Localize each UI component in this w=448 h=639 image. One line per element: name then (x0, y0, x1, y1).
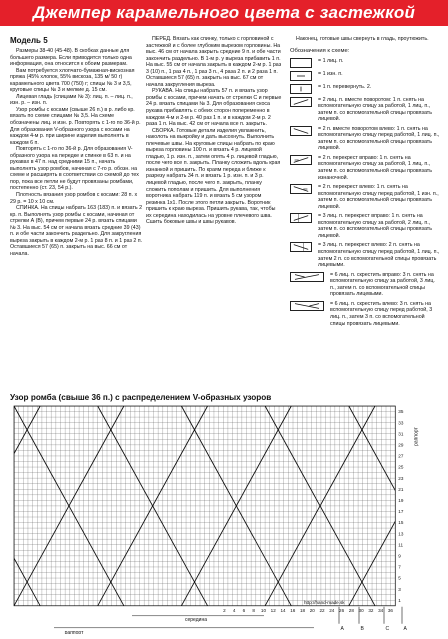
row-number: 5 (398, 575, 401, 581)
paragraph: ПЕРЕД. Вязать как спинку, только с горловиной с застежкой и с более глубоким вырезом горловины. На выс. 46 см от начала закрыть средние 9 п. и обе части закончить раздельно. В 1-м р. у выреза прибавить 1 п. На выс. 55 см от начала закрыть в каждом 2-м р. 1 раз 3 (10) п., 1 раз 4 п., 1 раз 3 п., 4 раза 2 п. и 2 раза 1 п. Оставшиеся 57 (65) п. закрыть на выс. 67 см от начала закругления выреза. (146, 36, 282, 88)
chart-title: Узор ромба (свыше 36 п.) с распределением V-образных узоров (10, 393, 272, 402)
paragraph: Вам потребуется хлопчато-бумажная-вискозная пряжа (45% хлопок, 55% вискоза, 135 м/ 50 г) карамельного цвета 700 (750) г; спицы № 3 и 3,5, круговые спицы № 3 и мелкие д. 15 см. (10, 67, 135, 94)
legend-text: = 3 лиц. п. перекрест влево: 2 п. снять на вспомогательную спицу перед работой, 1 лиц. п., затем 2 п. со вспомогательной спицы провязать лицевыми. (318, 242, 440, 269)
legend-title: Обозначения к схеме: (290, 47, 350, 54)
paragraph: Повторять с 1-го по 36-й р. Для образования V-образного узора на передке и спинке в 63 п. и на рукавах в 47 п. над средними 15 п., начать выполнять узор ромбов, начиная с 7-го р. обозн. на схеме и расширять в соответствии со схемой до тех пор, пока все петли не будут провязаны ромбами, постепенно (ст. 23, 54 р.). (10, 146, 139, 192)
purl-stitch-icon (290, 71, 312, 81)
rapport-bottom-label: раппорт (64, 629, 84, 634)
legend-text: = 2 п. перекрест вправо: 1 п. снять на вспомогательную спицу за работой, 1 лиц. п., затем п. со вспомогательной спицы провязать изнаночной. (318, 154, 432, 181)
column-number: 26 (339, 607, 345, 613)
row-number: 33 (398, 420, 404, 426)
legend-item (290, 84, 440, 94)
row-number: 21 (398, 486, 404, 492)
cross-left-purl-icon (290, 184, 312, 194)
arrow-label: C (385, 625, 390, 632)
column-number: 30 (358, 607, 364, 613)
column-number: 36 (387, 607, 393, 613)
column-number: 14 (280, 607, 286, 613)
arrow-label: A (340, 625, 344, 632)
row-number: 31 (398, 431, 404, 437)
row-number: 19 (398, 497, 404, 503)
page-title: Джемпер карамельного цвета с застежкой (0, 0, 448, 26)
legend-item (290, 71, 440, 81)
legend-text: = 1 п. перевернуть. 2. (318, 83, 372, 90)
slip-stitch-icon (290, 84, 312, 94)
column-number: 6 (242, 607, 246, 613)
row-number: 7 (398, 564, 401, 570)
column-number: 10 (260, 607, 267, 613)
column-number: 22 (319, 607, 325, 613)
legend-text: = 2 п. перекрест влево: 1 п. снять на вспомогательную спицу перед работой, 1 изн. п., затем п. со вспомогательной спицы провязать лицевой. (318, 184, 439, 210)
legend-item (290, 213, 440, 239)
column-number: 34 (378, 607, 384, 613)
cable-6-right-icon (290, 272, 324, 282)
arrow-label: A (403, 625, 407, 632)
instructions-column-1 (10, 36, 143, 388)
column-number: 32 (368, 607, 374, 613)
cable-6-left-icon (290, 301, 324, 311)
rapport-label: раппорт (413, 427, 420, 446)
column-number: 12 (270, 607, 276, 613)
column-number: 4 (232, 607, 236, 613)
row-number: 1 (398, 597, 401, 603)
paragraph: СБОРКА. Готовые детали изделия увлажнить, наколоть на выкройку и дать высохнуть. Выполнить плечевые швы. На круговые спицы набрать по краю выреза горловины 100 п. и вязать 4 р. лицевой гладью, 1 р. изн. п., затем опять 4 р. лицевой гладью, после чего все п. закрыть. Планку сложить вдоль края изнанкой и пришить. По краям переда и ближе к разрезу набрать 34 п. и вязать 1 р. изн. п. и 3 р. лицевой гладью, после чего п. закрыть, планку сложить пополам и пришить. Для выполнения воротника набрать 119 п. и вязать 5 см узором резинка 1х1. После этого петли закрыть. Воротник пришить к краю выреза. Пришить рукава, так, чтобы их середина находилась на уровне плечевого шва. Сшить боковые швы и швы рукавов. (146, 127, 281, 226)
row-number: 13 (398, 531, 404, 537)
column-number: 8 (252, 607, 255, 613)
row-number: 27 (398, 453, 404, 459)
legend-item (290, 155, 440, 181)
legend-item (290, 97, 440, 123)
legend-column (290, 36, 440, 388)
credit-text: http://hand-made.sk (304, 599, 345, 605)
row-number: 25 (398, 464, 404, 470)
row-number: 9 (398, 553, 401, 559)
cross-left-icon (290, 126, 312, 136)
column-number: 2 (223, 607, 226, 613)
row-number: 17 (398, 509, 404, 515)
legend-text: = 6 лиц. п. скрестить влево: 3 п. снять на вспомогательную спицу перед работой, 3 лиц. п., затем 3 п. со вспомогательной спицы провязать лицевыми. (330, 300, 433, 327)
legend-item (290, 184, 440, 210)
legend-item (290, 301, 440, 327)
legend-item (290, 242, 440, 268)
legend-text: = 1 лиц. п. (318, 57, 344, 64)
chart-mask (10, 404, 14, 634)
arrow-label: B (360, 625, 364, 632)
row-number: 23 (398, 475, 404, 481)
cable-3-right-icon (290, 213, 312, 223)
row-number: 11 (398, 542, 404, 548)
column-number: 28 (348, 607, 354, 613)
column-number: 18 (299, 607, 306, 613)
knitting-chart-grid (10, 404, 440, 634)
legend-item (290, 58, 440, 68)
paragraph: Плотность вязания узор ромбов с косами: 28 п. х 29 р. = 10 х 10 см. (10, 192, 138, 205)
legend-text: = 1 изн. п. (318, 70, 343, 77)
legend-text: = 3 лиц. п. перекрест вправо: 1 п. снять на вспомогательную спицу за работой, 2 лиц. п., затем п. со вспомогательной спицы провязать лицевой. (318, 213, 432, 239)
column-number: 20 (309, 607, 315, 613)
knit-stitch-icon (290, 58, 312, 68)
knitting-chart (10, 404, 440, 634)
row-number: 3 (398, 586, 401, 592)
middle-label: середина (185, 616, 207, 623)
legend-item (290, 272, 440, 298)
cable-3-left-icon (290, 242, 312, 252)
paragraph: СПИНКА. На спицы набрать 163 (183) п. и вязать 2 кр. п. Выполнять узор ромбы с косами, начиная от стрелки А (В), причем первые 24 р. вязать спицами № 3. На выс. 54 см от начала вязать средние 39 (43) п. и обе части закончить раздельно. Для закругления выреза закрыть в каждом 2-м р. 1 раз 8 п. и 1 раз 2 п. Оставшиеся 57 (65) п. закрыть на выс. 66 см от начала. (10, 205, 143, 257)
column-number: 24 (329, 607, 335, 613)
row-number: 15 (398, 520, 404, 526)
legend-text: = 2 лиц. п. вместе поворотом: 1 п. снять на вспомогательную спицу за работой, 1 лиц. п., затем п. со вспомогательной спицы провязать лицевой. (318, 96, 432, 123)
paragraph: Узор ромбы с косами (свыше 26 п.) в р. либо кр. вязать по схеме спицами № 3,5. На схеме обозначены лиц. и изн. р. Повторять с 1-го по 36-й р. Для образования V-образного узора с косами на каждом 4-м р. при ширине изделия выполнять в каждом 6 п. (10, 106, 141, 146)
legend-text: = 2 п. вместе поворотом влево: 1 п. снять на вспомогательную спицу перед работой, 1 лиц. п., затем п. со вспомогательной спицы провязать лицевой. (318, 125, 440, 152)
paragraph: РУКАВА. На спицы набрать 57 п. и вязать узор ромбы с косами, причем начать от стрелки С и первые 24 р. вязать спицами № 3. Для образования скоса рукава прибавлять с обеих сторон попеременно в каждом 4-м и 2-м р. 40 раз 1 п. и в каждом 2-м р. 2 раза 1 п. На выс. 42 см от начала все п. закрыть. (146, 88, 282, 128)
cross-right-purl-icon (290, 155, 312, 165)
paragraph: Лицевая гладь (спицами № 3): лиц. п. – лиц. п., изн. р. – изн. п. (10, 93, 133, 107)
column-number: 16 (290, 607, 296, 613)
row-number: 35 (398, 409, 404, 415)
paragraph: Наконец, готовые швы свернуть в гладь, проутюжить. (296, 36, 429, 42)
instructions-column-2 (146, 36, 282, 388)
paragraph: Размеры 38-40 (45-48). В скобках данные для большего размера. Если приводится только одна информация, она относится к обоим размерам. (10, 48, 132, 68)
cross-right-icon (290, 97, 312, 107)
legend-text: = 6 лиц. п. скрестить вправо: 3 п. снять на вспомогательную спицу за работой, 3 лиц. п., затем п. со вспомогательной спицы провязать лицевыми. (330, 271, 435, 298)
model-heading: Модель 5 (10, 36, 48, 45)
row-number: 29 (398, 442, 404, 448)
legend-item (290, 126, 440, 152)
